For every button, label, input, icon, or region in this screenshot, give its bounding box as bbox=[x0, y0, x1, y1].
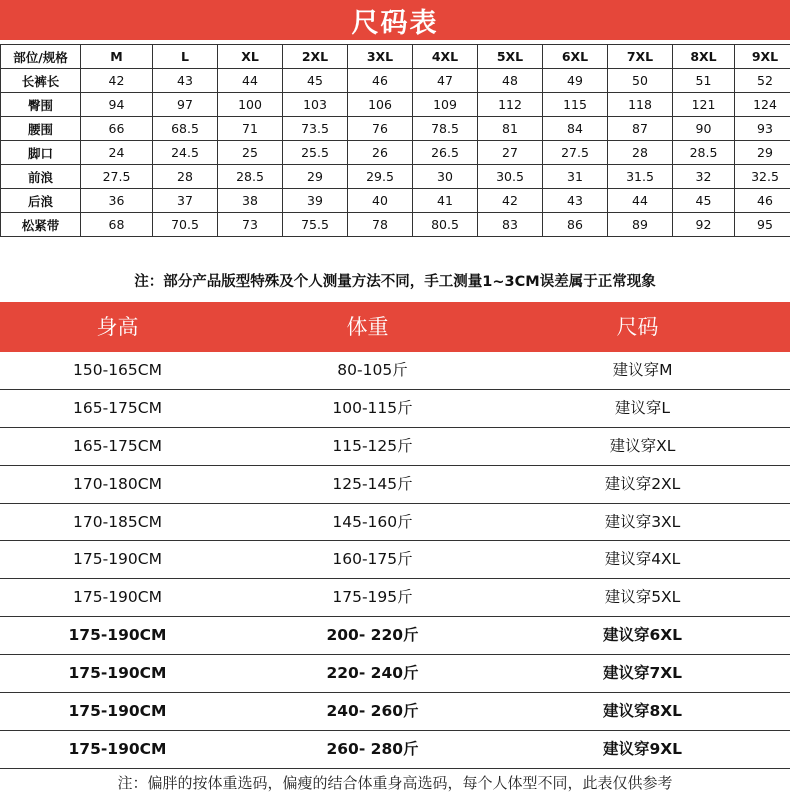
size-table-header-cell: 8XL bbox=[673, 45, 735, 69]
size-table-row-label: 后浪 bbox=[1, 189, 81, 213]
size-table-cell: 27.5 bbox=[81, 165, 153, 189]
size-table-header-cell: 5XL bbox=[478, 45, 543, 69]
size-table-cell: 24.5 bbox=[153, 141, 218, 165]
size-table-cell: 28.5 bbox=[218, 165, 283, 189]
recommendation-row bbox=[0, 731, 790, 769]
recommendation-row bbox=[0, 579, 790, 617]
size-table-cell: 97 bbox=[153, 93, 218, 117]
size-table-cell: 43 bbox=[153, 69, 218, 93]
size-table-cell: 37 bbox=[153, 189, 218, 213]
size-suggestion: 建议穿7XL bbox=[535, 655, 750, 692]
size-table-header-cell: 7XL bbox=[608, 45, 673, 69]
size-table-cell: 92 bbox=[673, 213, 735, 237]
height-range: 175-190CM bbox=[10, 731, 225, 768]
size-table-cell: 42 bbox=[81, 69, 153, 93]
size-table-cell: 25.5 bbox=[283, 141, 348, 165]
size-table-cell: 49 bbox=[543, 69, 608, 93]
size-table-cell: 73.5 bbox=[283, 117, 348, 141]
size-table-header-cell: 4XL bbox=[413, 45, 478, 69]
size-chart-title: 尺码表 bbox=[352, 1, 439, 40]
size-table-row-label: 腰围 bbox=[1, 117, 81, 141]
size-table-cell: 29.5 bbox=[348, 165, 413, 189]
size-table-cell: 87 bbox=[608, 117, 673, 141]
size-table-cell: 29 bbox=[735, 141, 790, 165]
weight-range: 100-115斤 bbox=[265, 390, 480, 427]
height-range: 150-165CM bbox=[10, 352, 225, 389]
size-table-header-cell: M bbox=[81, 45, 153, 69]
weight-range: 240- 260斤 bbox=[265, 693, 480, 730]
size-table-row bbox=[1, 117, 790, 141]
size-table-cell: 78.5 bbox=[413, 117, 478, 141]
header-height: 身高 bbox=[20, 302, 215, 352]
size-table-row-label: 前浪 bbox=[1, 165, 81, 189]
weight-range: 200- 220斤 bbox=[265, 617, 480, 654]
size-table-row bbox=[1, 213, 790, 237]
recommendation-list bbox=[0, 352, 790, 769]
size-table-cell: 100 bbox=[218, 93, 283, 117]
size-table-cell: 44 bbox=[218, 69, 283, 93]
size-table-cell: 68 bbox=[81, 213, 153, 237]
weight-range: 175-195斤 bbox=[265, 579, 480, 616]
size-table-cell: 75.5 bbox=[283, 213, 348, 237]
size-table-row bbox=[1, 189, 790, 213]
size-suggestion: 建议穿6XL bbox=[535, 617, 750, 654]
size-table-cell: 68.5 bbox=[153, 117, 218, 141]
selection-note: 注：偏胖的按体重选码，偏瘦的结合体重身高选码，每个人体型不同，此表仅供参考 bbox=[0, 772, 790, 793]
size-table-cell: 84 bbox=[543, 117, 608, 141]
size-table-header-cell: 9XL bbox=[735, 45, 790, 69]
size-suggestion: 建议穿L bbox=[535, 390, 750, 427]
size-suggestion: 建议穿M bbox=[535, 352, 750, 389]
height-range: 175-190CM bbox=[10, 617, 225, 654]
size-table-cell: 47 bbox=[413, 69, 478, 93]
size-table-header-cell: 2XL bbox=[283, 45, 348, 69]
weight-range: 260- 280斤 bbox=[265, 731, 480, 768]
size-table-cell: 50 bbox=[608, 69, 673, 93]
height-range: 175-190CM bbox=[10, 655, 225, 692]
size-table-cell: 51 bbox=[673, 69, 735, 93]
size-table-cell: 26.5 bbox=[413, 141, 478, 165]
size-table-cell: 45 bbox=[283, 69, 348, 93]
size-suggestion: 建议穿XL bbox=[535, 428, 750, 465]
recommendation-row bbox=[0, 428, 790, 466]
height-range: 175-190CM bbox=[10, 693, 225, 730]
size-table-cell: 28 bbox=[153, 165, 218, 189]
size-table-cell: 71 bbox=[218, 117, 283, 141]
size-table-cell: 109 bbox=[413, 93, 478, 117]
size-table-row-label: 松紧带 bbox=[1, 213, 81, 237]
size-table-header-cell: L bbox=[153, 45, 218, 69]
size-table-cell: 78 bbox=[348, 213, 413, 237]
recommendation-row bbox=[0, 390, 790, 428]
size-table-cell: 29 bbox=[283, 165, 348, 189]
size-table-row bbox=[1, 141, 790, 165]
size-suggestion: 建议穿9XL bbox=[535, 731, 750, 768]
weight-range: 145-160斤 bbox=[265, 504, 480, 541]
size-table-cell: 30 bbox=[413, 165, 478, 189]
height-range: 165-175CM bbox=[10, 390, 225, 427]
size-table-cell: 121 bbox=[673, 93, 735, 117]
size-table-row-label: 长裤长 bbox=[1, 69, 81, 93]
size-table-cell: 30.5 bbox=[478, 165, 543, 189]
size-table-cell: 39 bbox=[283, 189, 348, 213]
size-table-cell: 48 bbox=[478, 69, 543, 93]
size-table-cell: 83 bbox=[478, 213, 543, 237]
size-table-cell: 93 bbox=[735, 117, 790, 141]
height-range: 175-190CM bbox=[10, 579, 225, 616]
size-table-cell: 32.5 bbox=[735, 165, 790, 189]
recommendation-row bbox=[0, 693, 790, 731]
size-table-cell: 112 bbox=[478, 93, 543, 117]
size-table-cell: 25 bbox=[218, 141, 283, 165]
size-table-cell: 24 bbox=[81, 141, 153, 165]
size-table-header-row bbox=[1, 45, 790, 69]
size-table-cell: 32 bbox=[673, 165, 735, 189]
size-table-cell: 43 bbox=[543, 189, 608, 213]
size-suggestion: 建议穿8XL bbox=[535, 693, 750, 730]
measurement-note: 注：部分产品版型特殊及个人测量方法不同，手工测量1~3CM误差属于正常现象 bbox=[0, 270, 790, 291]
size-table-cell: 70.5 bbox=[153, 213, 218, 237]
size-table-cell: 31 bbox=[543, 165, 608, 189]
size-table-cell: 66 bbox=[81, 117, 153, 141]
size-table-cell: 94 bbox=[81, 93, 153, 117]
size-table-header-cell: 部位/规格 bbox=[1, 45, 81, 69]
size-table-cell: 86 bbox=[543, 213, 608, 237]
size-table-row bbox=[1, 93, 790, 117]
recommendation-row bbox=[0, 504, 790, 542]
size-table-cell: 44 bbox=[608, 189, 673, 213]
weight-range: 220- 240斤 bbox=[265, 655, 480, 692]
height-range: 165-175CM bbox=[10, 428, 225, 465]
header-weight: 体重 bbox=[270, 302, 465, 352]
size-table-row bbox=[1, 69, 790, 93]
size-suggestion: 建议穿4XL bbox=[535, 541, 750, 578]
size-table-cell: 38 bbox=[218, 189, 283, 213]
size-table-cell: 89 bbox=[608, 213, 673, 237]
size-table-cell: 90 bbox=[673, 117, 735, 141]
size-suggestion: 建议穿5XL bbox=[535, 579, 750, 616]
size-table-cell: 36 bbox=[81, 189, 153, 213]
size-table-header-cell: XL bbox=[218, 45, 283, 69]
recommendation-row bbox=[0, 617, 790, 655]
size-suggestion: 建议穿2XL bbox=[535, 466, 750, 503]
size-table-header-cell: 6XL bbox=[543, 45, 608, 69]
weight-range: 160-175斤 bbox=[265, 541, 480, 578]
height-range: 175-190CM bbox=[10, 541, 225, 578]
size-table-cell: 28.5 bbox=[673, 141, 735, 165]
recommendation-row bbox=[0, 655, 790, 693]
size-suggestion: 建议穿3XL bbox=[535, 504, 750, 541]
recommendation-row bbox=[0, 541, 790, 579]
weight-range: 125-145斤 bbox=[265, 466, 480, 503]
size-table-cell: 42 bbox=[478, 189, 543, 213]
size-table-cell: 28 bbox=[608, 141, 673, 165]
size-table-cell: 80.5 bbox=[413, 213, 478, 237]
size-table-cell: 45 bbox=[673, 189, 735, 213]
size-table-cell: 81 bbox=[478, 117, 543, 141]
size-measurement-table bbox=[0, 44, 790, 237]
size-table-cell: 103 bbox=[283, 93, 348, 117]
weight-range: 80-105斤 bbox=[265, 352, 480, 389]
size-table-cell: 124 bbox=[735, 93, 790, 117]
size-table-cell: 46 bbox=[348, 69, 413, 93]
weight-range: 115-125斤 bbox=[265, 428, 480, 465]
size-table-cell: 27 bbox=[478, 141, 543, 165]
size-table-cell: 73 bbox=[218, 213, 283, 237]
height-range: 170-185CM bbox=[10, 504, 225, 541]
size-table-cell: 76 bbox=[348, 117, 413, 141]
size-chart-banner bbox=[0, 0, 790, 40]
size-table-cell: 31.5 bbox=[608, 165, 673, 189]
size-table-cell: 26 bbox=[348, 141, 413, 165]
size-table-row bbox=[1, 165, 790, 189]
size-table-cell: 115 bbox=[543, 93, 608, 117]
size-table-cell: 118 bbox=[608, 93, 673, 117]
size-table-cell: 52 bbox=[735, 69, 790, 93]
header-size: 尺码 bbox=[540, 302, 735, 352]
recommendation-header bbox=[0, 302, 790, 352]
recommendation-row bbox=[0, 352, 790, 390]
size-table-header-cell: 3XL bbox=[348, 45, 413, 69]
size-table-cell: 95 bbox=[735, 213, 790, 237]
size-table-row-label: 脚口 bbox=[1, 141, 81, 165]
size-table-cell: 46 bbox=[735, 189, 790, 213]
size-table-row-label: 臀围 bbox=[1, 93, 81, 117]
size-table-cell: 27.5 bbox=[543, 141, 608, 165]
size-table-cell: 106 bbox=[348, 93, 413, 117]
size-table-cell: 41 bbox=[413, 189, 478, 213]
size-table-cell: 40 bbox=[348, 189, 413, 213]
height-range: 170-180CM bbox=[10, 466, 225, 503]
recommendation-row bbox=[0, 466, 790, 504]
